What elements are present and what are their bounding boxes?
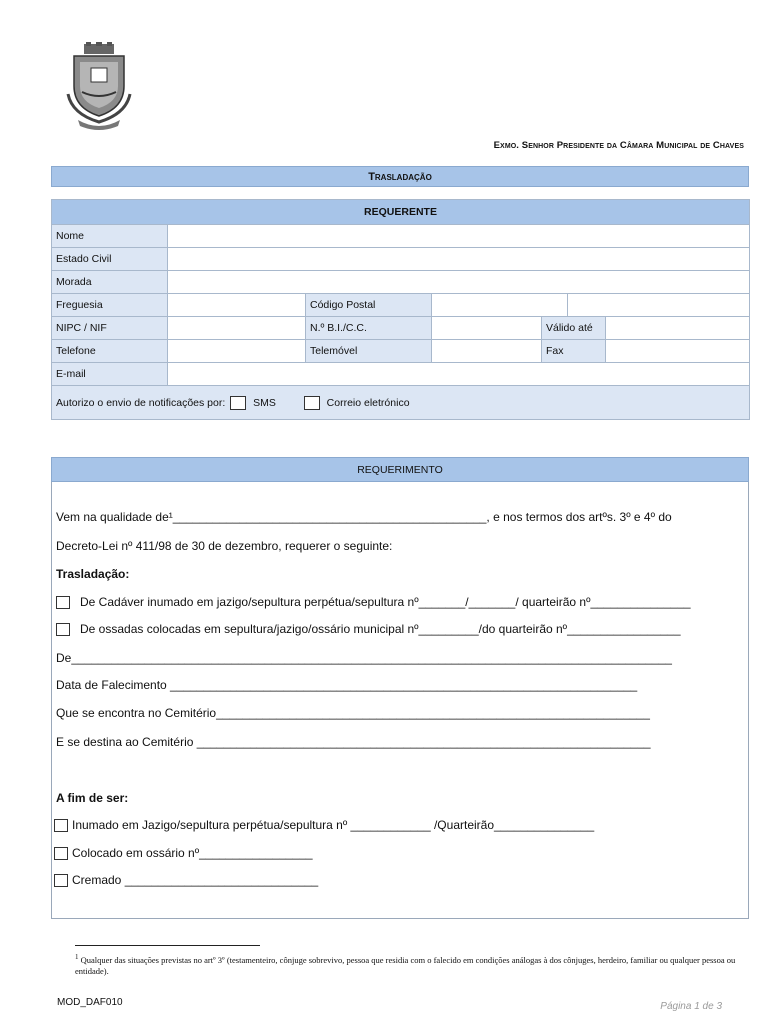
field-estado-civil[interactable]: [168, 248, 750, 271]
cemiterio-origem-line: Que se encontra no Cemitério_________________________________________________________________: [56, 706, 650, 720]
fim-cremado-label: Cremado _____________________________: [72, 873, 319, 887]
field-valido[interactable]: [606, 317, 750, 340]
municipal-coat-of-arms-logo: [64, 42, 134, 130]
label-estado-civil: Estado Civil: [52, 248, 168, 271]
field-morada[interactable]: [168, 271, 750, 294]
field-codigo-postal-1[interactable]: [432, 294, 568, 317]
footnote: [75, 952, 745, 977]
sms-checkbox[interactable]: [230, 396, 246, 410]
label-telemovel: Telemóvel: [306, 340, 432, 363]
label-nome: Nome: [52, 225, 168, 248]
fim-inumado-checkbox[interactable]: [54, 819, 68, 832]
form-code: MOD_DAF010: [57, 997, 123, 1008]
footnote-marker: 1: [75, 953, 79, 961]
requerente-heading: REQUERENTE: [52, 200, 750, 225]
option-cadaver-checkbox[interactable]: [56, 596, 70, 609]
qualidade-line: Vem na qualidade de¹_______________________________________________, e nos termos dos artºs. 3º e 4º do: [56, 510, 672, 524]
label-bi: N.º B.I./C.C.: [306, 317, 432, 340]
option-ossadas-row: [56, 622, 681, 636]
field-freguesia[interactable]: [168, 294, 306, 317]
option-cadaver-label: De Cadáver inumado em jazigo/sepultura perpétua/sepultura nº_______/_______/ quarteirão nº_______________: [80, 595, 691, 609]
label-freguesia: Freguesia: [52, 294, 168, 317]
sms-label: SMS: [253, 396, 276, 409]
field-telemovel[interactable]: [432, 340, 542, 363]
field-telefone[interactable]: [168, 340, 306, 363]
requerimento-heading: REQUERIMENTO: [51, 457, 749, 482]
cemiterio-destino-line: E se destina ao Cemitério ____________________________________________________________________: [56, 735, 651, 749]
label-fax: Fax: [542, 340, 606, 363]
footnote-text: Qualquer das situações previstas no artº 3º (testamenteiro, cônjuge sobrevivo, pessoa que residia com o falecido em condições análogas à dos cônjuges, herdeiro, familiar ou qualquer pessoa ou entidade).: [75, 954, 736, 976]
decreto-line: Decreto-Lei nº 411/98 de 30 de dezembro, requerer o seguinte:: [56, 539, 393, 553]
footnote-rule: [75, 945, 260, 946]
fim-cremado-checkbox[interactable]: [54, 874, 68, 887]
field-fax[interactable]: [606, 340, 750, 363]
fim-label: A fim de ser:: [56, 791, 129, 805]
field-nipc[interactable]: [168, 317, 306, 340]
fim-ossario-row: [54, 846, 313, 860]
fim-inumado-row: [54, 818, 594, 832]
label-morada: Morada: [52, 271, 168, 294]
fim-ossario-label: Colocado em ossário nº_________________: [72, 846, 313, 860]
addressee-line: Exmo. Senhor Presidente da Câmara Municipal de Chaves: [493, 140, 744, 151]
label-email: E-mail: [52, 363, 168, 386]
fim-cremado-row: [54, 873, 318, 887]
correio-checkbox[interactable]: [304, 396, 320, 410]
label-nipc: NIPC / NIF: [52, 317, 168, 340]
field-bi[interactable]: [432, 317, 542, 340]
label-valido: Válido até: [542, 317, 606, 340]
label-telefone: Telefone: [52, 340, 168, 363]
notification-consent-row: [52, 386, 750, 420]
option-ossadas-checkbox[interactable]: [56, 623, 70, 636]
de-line: De__________________________________________________________________________________________: [56, 651, 672, 665]
option-cadaver-row: [56, 595, 691, 609]
correio-label: Correio eletrónico: [326, 396, 410, 409]
requerente-section: [51, 199, 749, 420]
fim-ossario-checkbox[interactable]: [54, 847, 68, 860]
label-codigo-postal: Código Postal: [306, 294, 432, 317]
autorizo-label: Autorizo o envio de notificações por:: [56, 396, 226, 409]
option-ossadas-label: De ossadas colocadas em sepultura/jazigo/ossário municipal nº_________/do quarteirão nº_________________: [80, 622, 681, 636]
field-codigo-postal-2[interactable]: [568, 294, 750, 317]
form-title-bar: Trasladação: [51, 166, 749, 187]
fim-inumado-label: Inumado em Jazigo/sepultura perpétua/sepultura nº ____________ /Quarteirão_______________: [72, 818, 595, 832]
data-falecimento-line: Data de Falecimento ______________________________________________________________________: [56, 678, 638, 692]
field-nome[interactable]: [168, 225, 750, 248]
trasladacao-label: Trasladação:: [56, 567, 130, 581]
page-number: Página 1 de 3: [660, 1001, 722, 1012]
requerimento-section: [51, 457, 749, 919]
field-email[interactable]: [168, 363, 750, 386]
